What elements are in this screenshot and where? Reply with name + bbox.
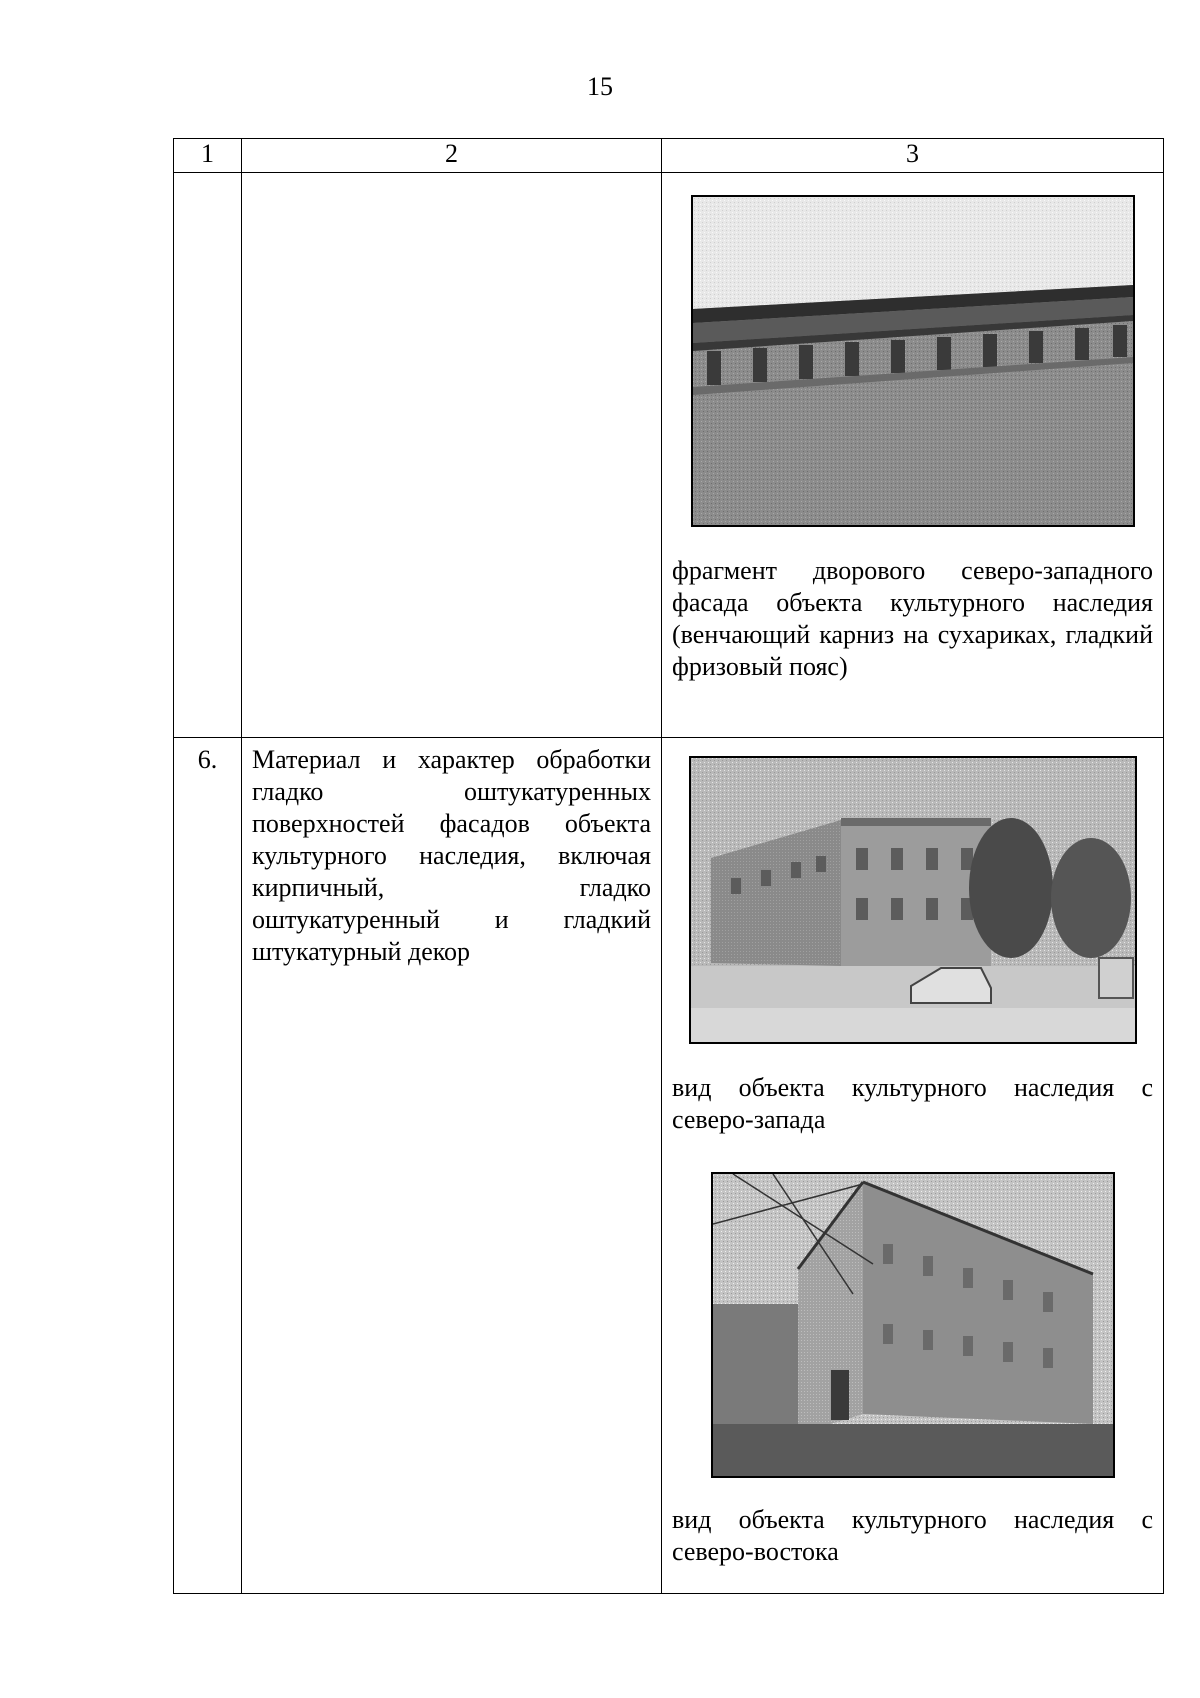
row-description-empty xyxy=(242,173,662,738)
table-header-row xyxy=(174,139,1164,173)
page-number: 15 xyxy=(587,72,613,101)
cornice-fragment-photo xyxy=(691,195,1135,527)
table-row-continuation xyxy=(174,173,1164,738)
row-photo-cell xyxy=(662,173,1164,738)
header-col-1: 1 xyxy=(174,139,242,173)
row-photos-cell xyxy=(662,738,1164,1594)
header-col-2: 2 xyxy=(242,139,662,173)
row-description: Материал и характер обработки гладко оштукатуренных поверхностей фасадов объекта культурного наследия, включая кирпичный, гладко оштукатуренный и гладкий штукатурный декор xyxy=(242,738,662,1594)
building-northeast-photo xyxy=(711,1172,1115,1478)
table-row-6 xyxy=(174,738,1164,1594)
photo-caption-northwest: вид объекта культурного наследия с северо-запада xyxy=(672,1073,1153,1134)
row-number-empty xyxy=(174,173,242,738)
header-col-3: 3 xyxy=(662,139,1164,173)
photo-caption-cornice: фрагмент дворового северо-западного фасада объекта культурного наследия (венчающий карниз на сухариках, гладкий фризовый пояс) xyxy=(672,556,1153,681)
photo-caption-northeast: вид объекта культурного наследия с северо-востока xyxy=(672,1505,1153,1566)
monument-features-table xyxy=(173,138,1164,1594)
row-number: 6. xyxy=(174,738,242,1594)
building-northwest-photo xyxy=(689,756,1137,1044)
